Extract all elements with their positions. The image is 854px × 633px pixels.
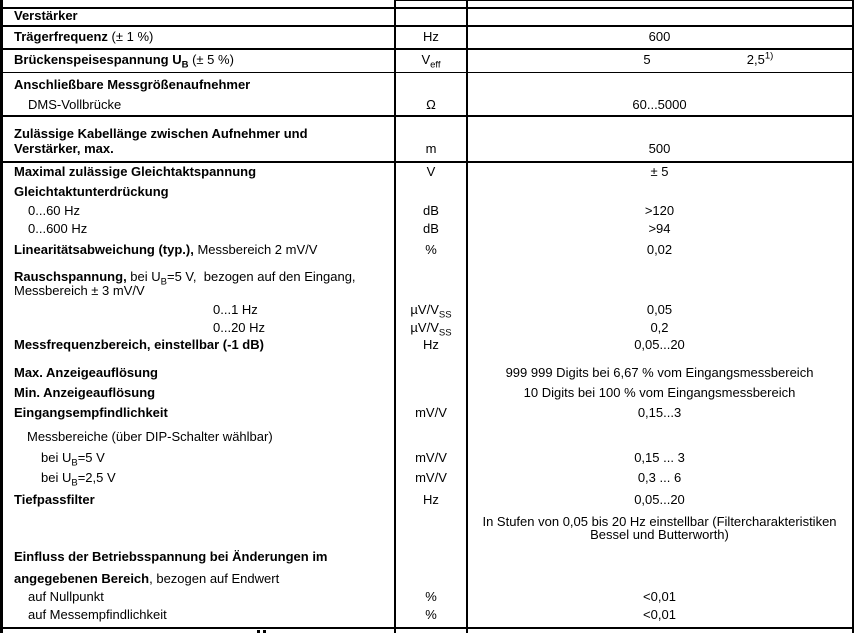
row-value: 60...5000 — [632, 97, 687, 112]
row-value-secondary: 2,5$^{1)}$ — [746, 50, 774, 67]
row-unit: dB — [423, 221, 439, 236]
table-row — [0, 184, 854, 200]
row-value: 0,2 — [650, 320, 669, 335]
table-row — [0, 97, 854, 113]
table-row — [0, 320, 854, 339]
table-row — [0, 429, 854, 445]
row-unit: mV/V — [415, 405, 447, 420]
row-label: auf Nullpunkt — [28, 589, 104, 604]
row-label: 0...20 Hz — [213, 320, 266, 335]
row-label: Gleichtaktunterdrückung — [14, 184, 169, 199]
row-value: 0,3 ... 6 — [637, 470, 682, 485]
row-value: 0,15 ... 3 — [634, 450, 685, 465]
row-unit: Hz — [423, 337, 439, 352]
row-label: bei $U_B=2,5$ V — [41, 470, 116, 489]
table-row — [0, 50, 854, 71]
row-unit: $\mu V/V_{SS}$ — [410, 320, 452, 339]
table-row — [0, 337, 854, 353]
table-row — [0, 126, 854, 142]
row-unit: m — [425, 141, 437, 156]
row-separator — [0, 48, 854, 50]
row-label: 0...1 Hz — [213, 302, 258, 317]
row-unit: mV/V — [415, 450, 447, 465]
table-row — [0, 405, 854, 421]
row-label: Tiefpassfilter — [14, 492, 95, 507]
table-row — [0, 164, 854, 180]
table-row — [0, 549, 854, 565]
table-row — [0, 141, 854, 157]
table-row — [0, 8, 854, 24]
row-unit: % — [425, 242, 437, 257]
row-label: DMS-Vollbrücke — [28, 97, 122, 112]
table-row — [0, 242, 854, 258]
row-label: angegebenen Bereich, bezogen auf Endwert — [14, 571, 280, 586]
row-label: Rauschspannung, bei $U_B=5$ V, bezogen auf den Eingang, — [14, 269, 356, 288]
row-separator — [0, 72, 854, 74]
table-row — [0, 527, 854, 543]
row-label: Min. Anzeigeauflösung — [14, 385, 156, 400]
row-unit: Ω — [426, 97, 436, 112]
row-label: Messfrequenzbereich, einstellbar (-1 dB) — [14, 337, 264, 352]
row-value: >120 — [644, 203, 675, 218]
row-label: Verstärker — [14, 8, 78, 23]
row-label: Anschließbare Messgrößenaufnehmer — [14, 77, 251, 92]
row-value: 5 — [643, 52, 651, 67]
row-value: In Stufen von 0,05 bis 20 Hz einstellbar (Filtercharakteristiken — [482, 514, 837, 529]
table-row — [0, 365, 854, 381]
row-label: auf Messempfindlichkeit — [28, 607, 167, 622]
row-value: 0,05 — [646, 302, 673, 317]
bottom-separator — [0, 627, 854, 629]
row-value: 10 Digits bei 100 % vom Eingangsmessbereich — [523, 385, 796, 400]
row-value: ± 5 — [650, 164, 669, 179]
table-row — [0, 492, 854, 508]
table-row — [0, 571, 854, 587]
row-value: <0,01 — [643, 589, 676, 604]
row-label: Brückenspeisespannung $U_B$ (± 5 %) — [14, 52, 234, 71]
row-value: <0,01 — [643, 607, 676, 622]
row-value: 0,02 — [646, 242, 673, 257]
row-value: >94 — [648, 221, 671, 236]
table-row — [0, 302, 854, 321]
row-label: Verstärker, max. — [14, 141, 114, 156]
table-row — [0, 589, 854, 605]
row-label: Zulässige Kabellänge zwischen Aufnehmer und — [14, 126, 308, 141]
row-value: 500 — [648, 141, 671, 156]
row-label: Trägerfrequenz (± 1 %) — [14, 29, 154, 44]
row-value: 0,15...3 — [637, 405, 682, 420]
table-row — [0, 470, 854, 489]
row-label: bei $U_B=5$ V — [41, 450, 105, 469]
row-separator — [0, 25, 854, 27]
row-label: Messbereiche (über DIP-Schalter wählbar) — [27, 429, 273, 444]
table-row — [0, 607, 854, 623]
row-label: Maximal zulässige Gleichtaktspannung — [14, 164, 257, 179]
top-partial-separator — [394, 0, 854, 1]
row-label: Einfluss der Betriebsspannung bei Änderungen im — [14, 549, 328, 564]
row-unit: % — [425, 607, 437, 622]
row-unit: $\mu V/V_{SS}$ — [410, 302, 452, 321]
row-label: 0...60 Hz — [28, 203, 81, 218]
row-separator — [0, 115, 854, 117]
row-label: Linearitätsabweichung (typ.), Messbereich 2 mV/V — [14, 242, 318, 257]
row-value: 0,05...20 — [634, 492, 685, 507]
row-label: 0...600 Hz — [28, 221, 88, 236]
table-row — [0, 450, 854, 469]
row-value: 0,05...20 — [634, 337, 685, 352]
table-row — [0, 29, 854, 45]
table-row — [0, 221, 854, 237]
row-value: 999 999 Digits bei 6,67 % vom Eingangsmessbereich — [505, 365, 814, 380]
table-row — [0, 203, 854, 219]
row-unit: Hz — [423, 29, 439, 44]
table-row — [0, 385, 854, 401]
row-label: Eingangsempfindlichkeit — [14, 405, 168, 420]
row-value: 600 — [648, 29, 671, 44]
table-row — [0, 77, 854, 93]
row-unit: mV/V — [415, 470, 447, 485]
row-unit: Hz — [423, 492, 439, 507]
row-label: Max. Anzeigeauflösung — [14, 365, 158, 380]
row-unit: $V_{eff}$ — [421, 52, 441, 71]
table-row — [0, 283, 854, 299]
row-separator — [0, 161, 854, 163]
row-unit: dB — [423, 203, 439, 218]
row-unit: V — [426, 164, 436, 179]
row-label: Messbereich ± 3 mV/V — [14, 283, 145, 298]
row-unit: % — [425, 589, 437, 604]
row-value: Bessel und Butterworth) — [590, 527, 729, 542]
